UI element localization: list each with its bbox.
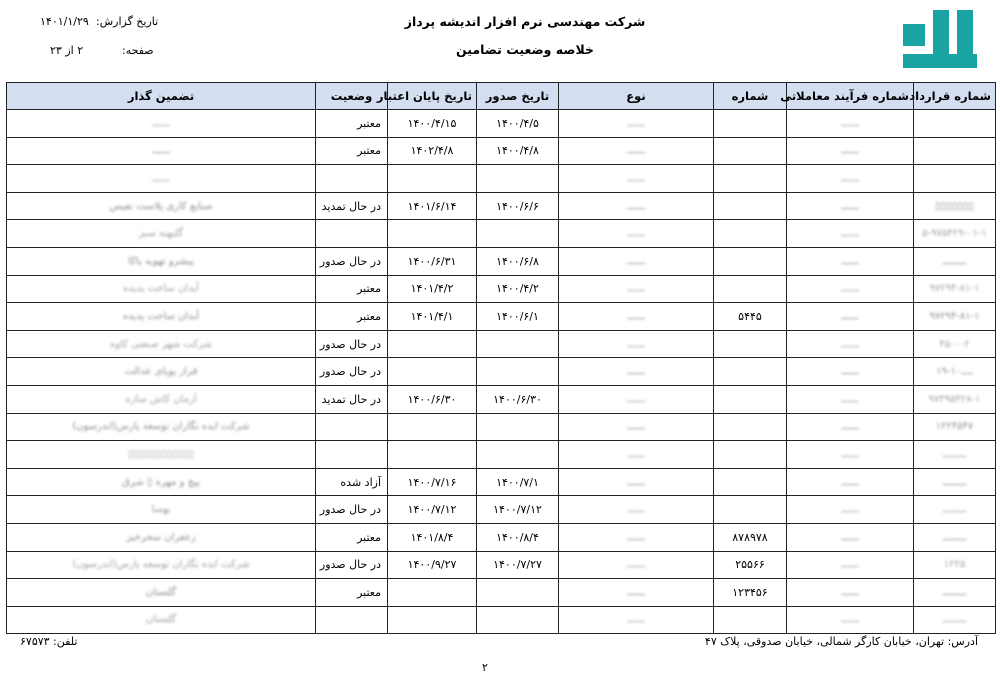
expiry-date-cell [388, 165, 477, 193]
guarantor-cell: بهسا [7, 496, 316, 524]
status-cell: معتبر [316, 137, 388, 165]
type-cell: ــــــ [559, 275, 714, 303]
status-cell: معتبر [316, 523, 388, 551]
status-cell: معتبر [316, 110, 388, 138]
expiry-date-cell [388, 441, 477, 469]
type-cell: ــــــ [559, 551, 714, 579]
issue-date-cell [477, 220, 559, 248]
guarantee-number-cell: ۲۵۵۶۶ [714, 551, 787, 579]
process-number-cell: ــــــ [787, 606, 914, 634]
issue-date-cell [477, 358, 559, 386]
issue-date-cell [477, 413, 559, 441]
guarantor-cell: آرمان کاش سازه [7, 385, 316, 413]
table-row [7, 192, 996, 220]
expiry-date-cell: ۱۴۰۰/۶/۳۱ [388, 247, 477, 275]
table-row [7, 606, 996, 634]
expiry-date-cell: ۱۴۰۱/۸/۴ [388, 523, 477, 551]
column-header: نوع [559, 83, 714, 110]
guarantee-number-cell [714, 165, 787, 193]
table-row [7, 220, 996, 248]
status-cell: معتبر [316, 579, 388, 607]
guarantor-cell: فراز پویای عدالت [7, 358, 316, 386]
guarantee-number-cell [714, 275, 787, 303]
issue-date-cell: ۱۴۰۰/۶/۱ [477, 303, 559, 331]
type-cell: ــــــ [559, 441, 714, 469]
expiry-date-cell: ۱۴۰۰/۷/۱۲ [388, 496, 477, 524]
contract-number-cell: ــــ۱۰-۱۹ [914, 358, 996, 386]
page-value: ۲ از ۲۳ [50, 44, 84, 57]
process-number-cell: ــــــ [787, 413, 914, 441]
status-cell [316, 220, 388, 248]
contract-number-cell: ــــــــ [914, 468, 996, 496]
process-number-cell: ــــــ [787, 110, 914, 138]
type-cell: ــــــ [559, 165, 714, 193]
guarantor-cell: شرکت ایده نگاران توسعه پارس(اندرسون) [7, 413, 316, 441]
expiry-date-cell [388, 579, 477, 607]
guarantee-number-cell [714, 247, 787, 275]
expiry-date-cell: ۱۴۰۰/۴/۱۵ [388, 110, 477, 138]
report-date-value: ۱۴۰۱/۱/۲۹ [40, 15, 89, 28]
expiry-date-cell [388, 330, 477, 358]
issue-date-cell: ۱۴۰۰/۶/۳۰ [477, 385, 559, 413]
guarantor-cell: گلستان [7, 579, 316, 607]
column-header: تضمین گذار [7, 83, 316, 110]
guarantor-cell: پیشرو تهویه پاکا [7, 247, 316, 275]
contract-number-cell: ۵-۹۷۵۴۲۹-۰۱-۱ [914, 220, 996, 248]
type-cell: ــــــ [559, 413, 714, 441]
type-cell: ــــــ [559, 523, 714, 551]
table-row [7, 247, 996, 275]
process-number-cell: ــــــ [787, 468, 914, 496]
contract-number-cell: ۹۷۴۹۵۴۲۸-۱ [914, 385, 996, 413]
contract-number-cell: ۹۷۲۹۴-۸۱-۱ [914, 303, 996, 331]
process-number-cell: ــــــ [787, 165, 914, 193]
type-cell: ــــــ [559, 137, 714, 165]
guarantee-number-cell: ۸۷۸۹۷۸ [714, 523, 787, 551]
status-cell [316, 606, 388, 634]
process-number-cell: ــــــ [787, 220, 914, 248]
issue-date-cell [477, 606, 559, 634]
type-cell: ــــــ [559, 358, 714, 386]
guarantor-cell: ــــــ [7, 165, 316, 193]
guarantee-number-cell [714, 220, 787, 248]
type-cell: ــــــ [559, 220, 714, 248]
status-cell [316, 441, 388, 469]
status-cell: در حال صدور [316, 496, 388, 524]
guarantee-number-cell [714, 330, 787, 358]
column-header: وضعیت [316, 83, 388, 110]
guarantor-cell: آبدان ساخت پدیده [7, 303, 316, 331]
footer-address: آدرس: تهران، خیابان کارگر شمالی، خیابان صدوقی، پلاک ۴۷ [704, 635, 978, 648]
status-cell: در حال صدور [316, 247, 388, 275]
guarantee-number-cell [714, 606, 787, 634]
guarantee-number-cell [714, 441, 787, 469]
expiry-date-cell [388, 358, 477, 386]
expiry-date-cell: ۱۴۰۱/۴/۱ [388, 303, 477, 331]
contract-number-cell: ــــــــ [914, 579, 996, 607]
contract-number-cell [914, 137, 996, 165]
process-number-cell: ــــــ [787, 551, 914, 579]
status-cell [316, 165, 388, 193]
status-cell: آزاد شده [316, 468, 388, 496]
expiry-date-cell: ۱۴۰۰/۶/۳۰ [388, 385, 477, 413]
guarantee-number-cell: ۱۲۳۴۵۶ [714, 579, 787, 607]
contract-number-cell: ۹۷۲۹۴-۸۱-۱ [914, 275, 996, 303]
issue-date-cell: ۱۴۰۰/۷/۲۷ [477, 551, 559, 579]
table-row [7, 468, 996, 496]
guarantee-number-cell [714, 110, 787, 138]
page-label: صفحه: [122, 44, 154, 57]
table-row [7, 579, 996, 607]
guarantor-cell: پیچ و مهره ▯ شرق [7, 468, 316, 496]
expiry-date-cell [388, 413, 477, 441]
guarantee-number-cell [714, 192, 787, 220]
report-date-label: تاریخ گزارش: [96, 15, 159, 28]
type-cell: ــــــ [559, 247, 714, 275]
guarantee-number-cell [714, 137, 787, 165]
column-header: تاریخ پایان اعتبار [388, 83, 477, 110]
issue-date-cell [477, 579, 559, 607]
guarantee-number-cell [714, 385, 787, 413]
contract-number-cell: ــــــــ [914, 247, 996, 275]
type-cell: ــــــ [559, 303, 714, 331]
guarantor-cell: ــــــ [7, 110, 316, 138]
table-row [7, 275, 996, 303]
process-number-cell: ــــــ [787, 441, 914, 469]
guarantor-cell: شرکت شهر صنعتی کاوه [7, 330, 316, 358]
footer-page-number: ۲ [482, 661, 488, 674]
type-cell: ــــــ [559, 192, 714, 220]
guarantee-number-cell [714, 468, 787, 496]
status-cell: در حال صدور [316, 551, 388, 579]
report-title: خلاصه وضعیت تضامین [456, 42, 594, 57]
process-number-cell: ــــــ [787, 523, 914, 551]
guarantor-cell: آبدان ساخت پدیده [7, 275, 316, 303]
table-row [7, 165, 996, 193]
process-number-cell: ــــــ [787, 247, 914, 275]
table-header-row [7, 83, 996, 110]
issue-date-cell: ۱۴۰۰/۶/۶ [477, 192, 559, 220]
status-cell: در حال تمدید [316, 192, 388, 220]
table-row [7, 413, 996, 441]
process-number-cell: ــــــ [787, 275, 914, 303]
guarantee-number-cell [714, 413, 787, 441]
process-number-cell: ــــــ [787, 192, 914, 220]
guarantee-number-cell: ۵۴۴۵ [714, 303, 787, 331]
contract-number-cell: ۱۲۲۴۵۴۷ [914, 413, 996, 441]
expiry-date-cell: ۱۴۰۲/۴/۸ [388, 137, 477, 165]
process-number-cell: ــــــ [787, 137, 914, 165]
type-cell: ــــــ [559, 579, 714, 607]
table-row [7, 385, 996, 413]
footer-phone: تلفن: ۶۷۵۷۳ [20, 635, 78, 648]
type-cell: ــــــ [559, 468, 714, 496]
column-header: شماره فرآیند معاملاتی [787, 83, 914, 110]
guarantor-cell: ▯▯▯▯▯▯▯▯▯▯▯▯ [7, 441, 316, 469]
process-number-cell: ــــــ [787, 303, 914, 331]
expiry-date-cell: ۱۴۰۱/۴/۲ [388, 275, 477, 303]
table-row [7, 551, 996, 579]
company-logo-icon [903, 10, 977, 68]
status-cell: در حال صدور [316, 358, 388, 386]
process-number-cell: ــــــ [787, 330, 914, 358]
process-number-cell: ــــــ [787, 496, 914, 524]
table-row [7, 523, 996, 551]
guarantee-number-cell [714, 358, 787, 386]
expiry-date-cell [388, 606, 477, 634]
expiry-date-cell [388, 220, 477, 248]
column-header: شماره قرارداد [914, 83, 996, 110]
process-number-cell: ــــــ [787, 358, 914, 386]
guarantor-cell: زعفران سحرخیز [7, 523, 316, 551]
issue-date-cell [477, 441, 559, 469]
expiry-date-cell: ۱۴۰۰/۹/۲۷ [388, 551, 477, 579]
status-cell: در حال صدور [316, 330, 388, 358]
contract-number-cell [914, 110, 996, 138]
contract-number-cell: ــــــــ [914, 523, 996, 551]
contract-number-cell: ۱۲۲۵ [914, 551, 996, 579]
guarantor-cell: شرکت ایده نگاران توسعه پارس(اندرسون) [7, 551, 316, 579]
issue-date-cell: ۱۴۰۰/۸/۴ [477, 523, 559, 551]
table-row [7, 110, 996, 138]
issue-date-cell [477, 165, 559, 193]
table-row [7, 441, 996, 469]
status-cell [316, 413, 388, 441]
guarantor-cell: گلبهنه سبز [7, 220, 316, 248]
guarantor-cell: ــــــ [7, 137, 316, 165]
table-row [7, 496, 996, 524]
contract-number-cell: ۴۵-۰۰۲ [914, 330, 996, 358]
type-cell: ــــــ [559, 606, 714, 634]
type-cell: ــــــ [559, 110, 714, 138]
status-cell: معتبر [316, 303, 388, 331]
issue-date-cell: ۱۴۰۰/۴/۲ [477, 275, 559, 303]
contract-number-cell: ــــــــ [914, 441, 996, 469]
guarantor-cell: گلستان [7, 606, 316, 634]
process-number-cell: ــــــ [787, 579, 914, 607]
process-number-cell: ــــــ [787, 385, 914, 413]
table-row [7, 137, 996, 165]
contract-number-cell: ــــــــ [914, 496, 996, 524]
contract-number-cell: ــــــــ [914, 606, 996, 634]
issue-date-cell: ۱۴۰۰/۴/۸ [477, 137, 559, 165]
company-name: شرکت مهندسی نرم افزار اندیشه پرداز [404, 14, 646, 29]
table-row [7, 358, 996, 386]
issue-date-cell: ۱۴۰۰/۴/۵ [477, 110, 559, 138]
table-row [7, 303, 996, 331]
guarantees-table [6, 82, 996, 634]
issue-date-cell: ۱۴۰۰/۷/۱ [477, 468, 559, 496]
guarantor-cell: صنایع کاری پلاست نفیس [7, 192, 316, 220]
guarantee-number-cell [714, 496, 787, 524]
issue-date-cell: ۱۴۰۰/۶/۸ [477, 247, 559, 275]
table-row [7, 330, 996, 358]
expiry-date-cell: ۱۴۰۰/۷/۱۶ [388, 468, 477, 496]
contract-number-cell [914, 165, 996, 193]
issue-date-cell [477, 330, 559, 358]
status-cell: در حال تمدید [316, 385, 388, 413]
status-cell: معتبر [316, 275, 388, 303]
contract-number-cell: ▯▯▯▯▯▯▯ [914, 192, 996, 220]
type-cell: ــــــ [559, 385, 714, 413]
type-cell: ــــــ [559, 496, 714, 524]
type-cell: ــــــ [559, 330, 714, 358]
column-header: تاریخ صدور [477, 83, 559, 110]
column-header: شماره [714, 83, 787, 110]
issue-date-cell: ۱۴۰۰/۷/۱۲ [477, 496, 559, 524]
expiry-date-cell: ۱۴۰۱/۶/۱۴ [388, 192, 477, 220]
